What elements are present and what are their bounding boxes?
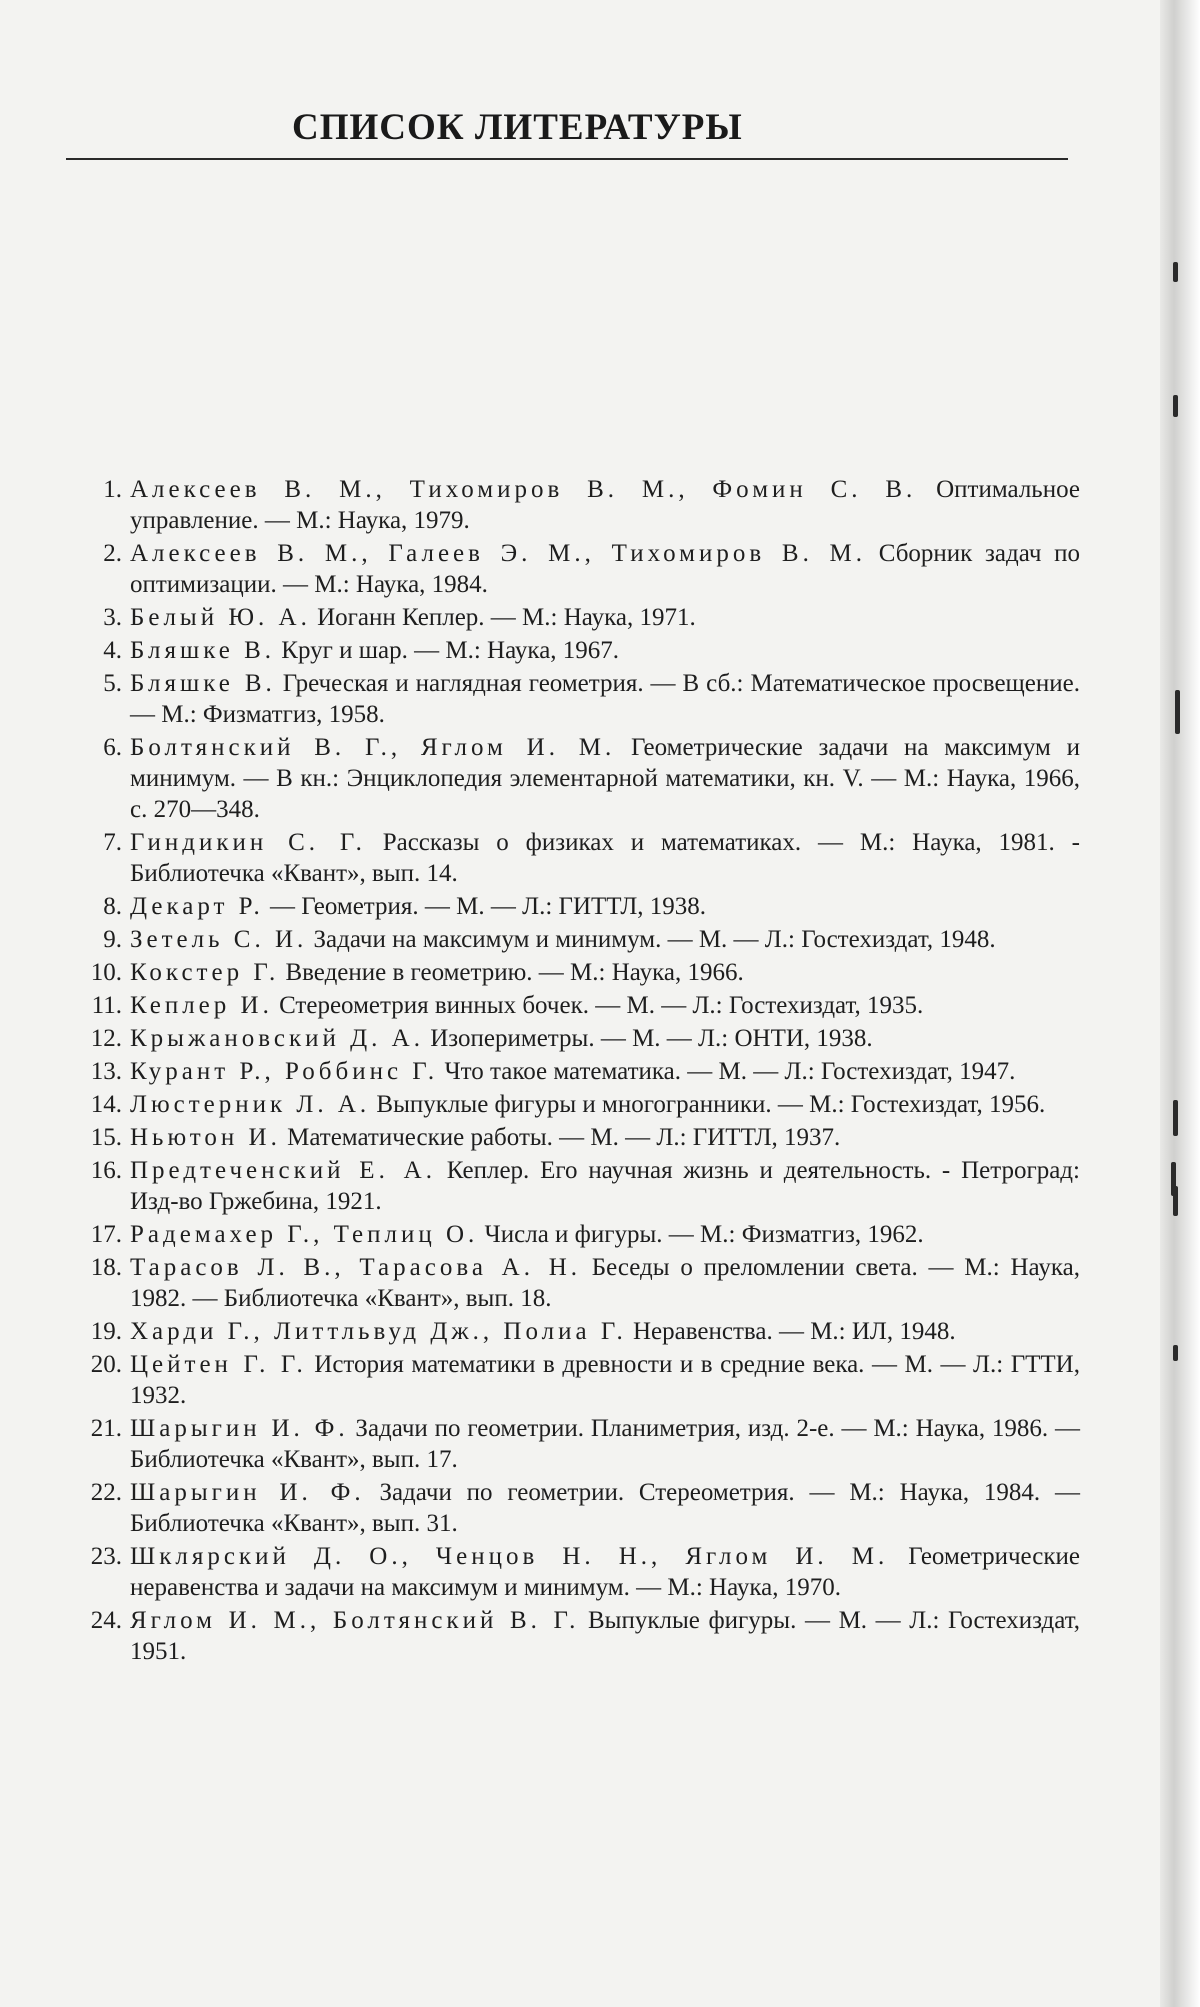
reference-number: 7. (103, 829, 122, 856)
reference-item (82, 474, 1080, 536)
page-edge-shadow (1160, 0, 1200, 2007)
reference-text: История математики в древности и в средние века. — М. — Л.: ГТТИ, 1932. (130, 1351, 1080, 1409)
reference-author: Харди Г., Литтльвуд Дж., Полиа Г. (130, 1318, 627, 1345)
edge-mark (1173, 1100, 1178, 1136)
reference-author: Бляшке В. (130, 637, 276, 664)
reference-number: 18. (90, 1254, 122, 1281)
edge-mark (1173, 1186, 1178, 1216)
reference-number: 8. (103, 893, 122, 920)
reference-text: Сборник задач по оптимизации. — М.: Наука, 1984. (130, 540, 1080, 598)
reference-item (82, 1023, 1080, 1054)
reference-item (82, 1056, 1080, 1087)
reference-text: Задачи по геометрии. Планиметрия, изд. 2-е. — М.: Наука, 1986. — Библиотечка «Квант», вып. 17. (130, 1415, 1080, 1473)
reference-item (82, 635, 1080, 666)
reference-item (82, 1316, 1080, 1347)
reference-text: Выпуклые фигуры. — М. — Л.: Гостехиздат, 1951. (130, 1607, 1080, 1665)
edge-mark (1173, 1345, 1178, 1361)
reference-author: Кеплер И. (130, 992, 273, 1019)
reference-text: Математические работы. — М. — Л.: ГИТТЛ, 1937. (280, 1124, 841, 1151)
reference-author: Гиндикин С. Г. (130, 829, 366, 856)
reference-number: 23. (90, 1543, 122, 1570)
reference-text: Изопериметры. — М. — Л.: ОНТИ, 1938. (424, 1025, 873, 1052)
reference-text: Кеплер. Его научная жизнь и деятельность. - Петроград: Изд-во Гржебина, 1921. (130, 1157, 1080, 1215)
reference-author: Болтянский В. Г., Яглом И. М. (130, 734, 616, 761)
reference-number: 12. (90, 1025, 122, 1052)
reference-item (82, 1122, 1080, 1153)
reference-number: 9. (103, 926, 122, 953)
reference-item (82, 827, 1080, 889)
reference-text: Что такое математика. — М. — Л.: Гостехиздат, 1947. (438, 1058, 1016, 1085)
reference-text: Задачи по геометрии. Стереометрия. — М.: Наука, 1984. — Библиотечка «Квант», вып. 31. (130, 1479, 1080, 1537)
reference-author: Шклярский Д. О., Ченцов Н. Н., Яглом И. М. (130, 1543, 889, 1570)
reference-item (82, 1219, 1080, 1250)
reference-list (82, 474, 1080, 1669)
reference-number: 20. (90, 1351, 122, 1378)
reference-number: 13. (90, 1058, 122, 1085)
reference-item (82, 1155, 1080, 1217)
reference-author: Кокстер Г. (130, 959, 280, 986)
reference-number: 17. (90, 1221, 122, 1248)
reference-author: Предтеченский Е. А. (130, 1157, 436, 1184)
reference-number: 1. (103, 476, 122, 503)
reference-item (82, 1349, 1080, 1411)
reference-number: 22. (90, 1479, 122, 1506)
reference-text: — Геометрия. — М. — Л.: ГИТТЛ, 1938. (263, 893, 707, 920)
reference-item (82, 1541, 1080, 1603)
reference-text: Греческая и наглядная геометрия. — В сб.: Математическое просвещение. — М.: Физматгиз, 1958. (130, 670, 1081, 728)
reference-author: Алексеев В. М., Тихомиров В. М., Фомин С. В. (130, 476, 917, 503)
title-rule (66, 158, 1068, 160)
reference-author: Курант Р., Роббинс Г. (130, 1058, 439, 1085)
reference-number: 3. (103, 604, 122, 631)
reference-number: 24. (90, 1607, 122, 1634)
reference-number: 4. (103, 637, 122, 664)
reference-text: Оптимальное управление. — М.: Наука, 1979. (130, 476, 1080, 534)
reference-author: Цейтен Г. Г. (130, 1351, 307, 1378)
reference-text: Геометрические задачи на максимум и минимум. — В кн.: Энциклопедия элементарной математики, кн. V. — М.: Наука, 1966, с. 270—348. (130, 734, 1080, 823)
reference-number: 14. (90, 1091, 122, 1118)
reference-author: Яглом И. М., Болтянский В. Г. (130, 1607, 580, 1634)
reference-text: Стереометрия винных бочек. — М. — Л.: Гостехиздат, 1935. (272, 992, 924, 1019)
reference-author: Зетель С. И. (130, 926, 308, 953)
reference-item (82, 957, 1080, 988)
reference-text: Задачи на максимум и минимум. — М. — Л.: Гостехиздат, 1948. (307, 926, 996, 953)
reference-author: Ньютон И. (130, 1124, 281, 1151)
reference-text: Беседы о преломлении света. — М.: Наука, 1982. — Библиотечка «Квант», вып. 18. (130, 1254, 1080, 1312)
reference-number: 2. (103, 540, 122, 567)
reference-author: Декарт Р. (130, 893, 264, 920)
reference-item (82, 1089, 1080, 1120)
reference-item (82, 1252, 1080, 1314)
reference-author: Тарасов Л. В., Тарасова А. Н. (130, 1254, 582, 1281)
reference-text: Геометрические неравенства и задачи на максимум и минимум. — М.: Наука, 1970. (130, 1543, 1080, 1601)
reference-item (82, 1605, 1080, 1667)
reference-item (82, 668, 1080, 730)
reference-author: Шарыгин И. Ф. (130, 1415, 349, 1442)
reference-author: Радемахер Г., Теплиц О. (130, 1221, 479, 1248)
reference-text: Введение в геометрию. — М.: Наука, 1966. (279, 959, 744, 986)
reference-text: Рассказы о физиках и математиках. — М.: Наука, 1981. - Библиотечка «Квант», вып. 14. (130, 829, 1080, 887)
reference-author: Люстерник Л. А. (130, 1091, 371, 1118)
reference-text: Иоганн Кеплер. — М.: Наука, 1971. (310, 604, 696, 631)
page-title: СПИСОК ЛИТЕРАТУРЫ (292, 107, 743, 148)
reference-number: 10. (90, 959, 122, 986)
reference-item (82, 1477, 1080, 1539)
reference-number: 11. (91, 992, 122, 1019)
reference-item (82, 538, 1080, 600)
reference-number: 5. (103, 670, 122, 697)
edge-mark (1173, 395, 1178, 417)
reference-author: Крыжановский Д. А. (130, 1025, 424, 1052)
reference-author: Белый Ю. А. (130, 604, 311, 631)
reference-item (82, 732, 1080, 825)
reference-text: Числа и фигуры. — М.: Физматгиз, 1962. (478, 1221, 924, 1248)
reference-item (82, 602, 1080, 633)
reference-item (82, 924, 1080, 955)
reference-number: 19. (90, 1318, 122, 1345)
edge-mark (1173, 262, 1178, 282)
reference-number: 16. (90, 1157, 122, 1184)
reference-text: Круг и шар. — М.: Наука, 1967. (275, 637, 620, 664)
reference-author: Алексеев В. М., Галеев Э. М., Тихомиров В. М. (130, 540, 867, 567)
reference-number: 6. (103, 734, 122, 761)
reference-number: 21. (90, 1415, 122, 1442)
reference-text: Выпуклые фигуры и многогранники. — М.: Гостехиздат, 1956. (370, 1091, 1046, 1118)
reference-number: 15. (90, 1124, 122, 1151)
edge-mark (1175, 690, 1180, 734)
reference-item (82, 990, 1080, 1021)
reference-author: Бляшке В. (130, 670, 276, 697)
reference-item (82, 891, 1080, 922)
reference-text: Неравенства. — М.: ИЛ, 1948. (626, 1318, 956, 1345)
reference-item (82, 1413, 1080, 1475)
reference-author: Шарыгин И. Ф. (130, 1479, 365, 1506)
